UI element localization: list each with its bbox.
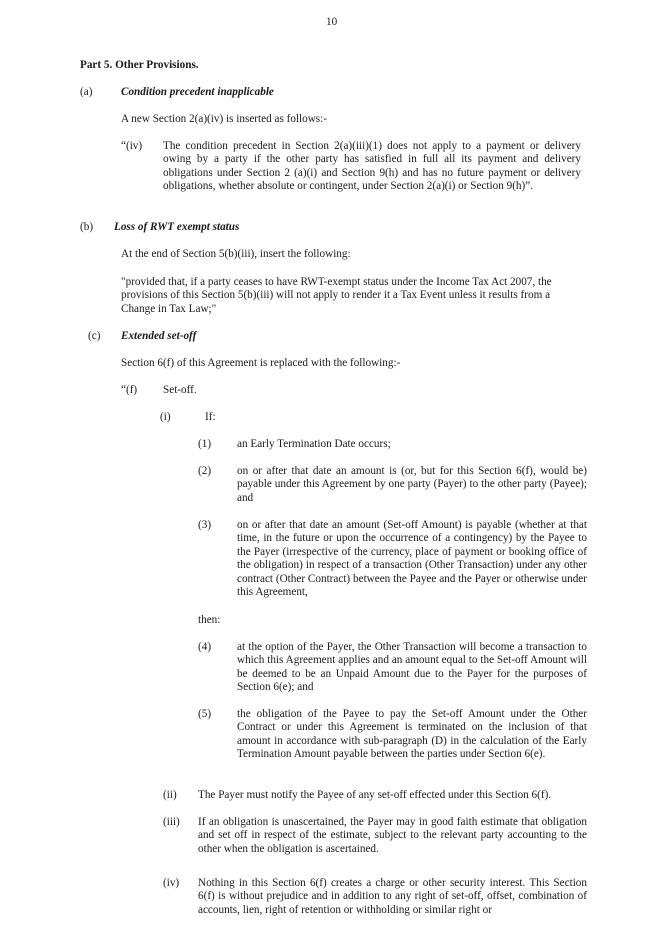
section-b-title: Loss of RWT exempt status bbox=[114, 221, 240, 233]
setoff-i-label: If: bbox=[205, 411, 216, 423]
page-number: 10 bbox=[326, 16, 338, 28]
item-2-marker: (2) bbox=[198, 465, 212, 477]
section-b-intro: At the end of Section 5(b)(iii), insert the following: bbox=[121, 248, 351, 260]
item-3-text: on or after that date an amount (Set-off Amount) is payable (whether at that time, in the future or upon the occurrence of a contingency) by the Payee to the Payer (irrespective of the currency, place of payment or booking office of the obligation) in respect of a transaction (Other Transaction) under any other contract (Other Contract) between the Payee and the Payer or otherwise under this Agreement, bbox=[237, 519, 587, 599]
section-c-intro: Section 6(f) of this Agreement is replaced with the following:- bbox=[121, 357, 401, 369]
setoff-i-marker: (i) bbox=[160, 411, 171, 423]
section-b-quote: "provided that, if a party ceases to have RWT-exempt status under the Income Tax Act 2007, the provisions of this Section 5(b)(iii) will not apply to render it a Tax Event unless it results from a Change in Tax Law;" bbox=[121, 276, 552, 315]
section-c-title: Extended set-off bbox=[121, 330, 197, 342]
item-5-marker: (5) bbox=[198, 708, 212, 720]
setoff-iv-marker: (iv) bbox=[163, 877, 180, 889]
setoff-iii-text: If an obligation is unascertained, the Payer may in good faith estimate that obligation and set off in respect of the estimate, subject to the relevant party accounting to the other when the obligation is ascertained. bbox=[198, 816, 587, 855]
item-1-marker: (1) bbox=[198, 438, 212, 450]
item-4-text: at the option of the Payer, the Other Transaction will become a transaction to which this Agreement applies and an amount equal to the Set-off Amount will be deemed to be an Unpaid Amount due to the Payer for the purposes of Section 6(e); and bbox=[237, 641, 587, 694]
setoff-ii-marker: (ii) bbox=[163, 789, 177, 801]
section-a-sub-text: The condition precedent in Section 2(a)(iii)(1) does not apply to a payment or delivery owing by a party if the other party has satisfied in full all its payment and delivery obligations under Section 2 (a)(i) and Section 9(h) and has no future payment or delivery obligations, whether absolute or contingent, under Section 2(a)(i) or Section 9(h)”. bbox=[163, 140, 581, 193]
section-b-marker: (b) bbox=[80, 221, 94, 233]
item-2-text: on or after that date an amount is (or, but for this Section 6(f), would be) payable under this Agreement by one party (Payer) to the other party (Payee); and bbox=[237, 465, 587, 504]
section-a-intro: A new Section 2(a)(iv) is inserted as follows:- bbox=[121, 113, 327, 125]
setoff-iii-marker: (iii) bbox=[163, 816, 180, 828]
item-1-text: an Early Termination Date occurs; bbox=[237, 438, 391, 450]
item-5-text: the obligation of the Payee to pay the Set-off Amount under the Other Contract or under this Agreement is terminated on the inclusion of that amount in accordance with sub-paragraph (D) in the calculation of the Early Termination Amount payable between the parties under Section 6(e). bbox=[237, 708, 587, 761]
section-a-title: Condition precedent inapplicable bbox=[121, 86, 274, 98]
section-c-marker: (c) bbox=[88, 330, 101, 342]
setoff-iv-text: Nothing in this Section 6(f) creates a charge or other security interest. This Section 6(f) is without prejudice and in addition to any right of set-off, offset, combination of accounts, lien, right of retention or withholding or similar right or bbox=[198, 877, 587, 916]
section-a-sub-marker: “(iv) bbox=[121, 140, 143, 152]
item-4-marker: (4) bbox=[198, 641, 212, 653]
setoff-f-label: Set-off. bbox=[163, 384, 197, 396]
item-3-marker: (3) bbox=[198, 519, 212, 531]
setoff-f-marker: “(f) bbox=[121, 384, 138, 396]
then-label: then: bbox=[198, 614, 221, 626]
section-a-marker: (a) bbox=[80, 86, 93, 98]
part-heading: Part 5. Other Provisions. bbox=[80, 59, 199, 71]
setoff-ii-text: The Payer must notify the Payee of any set-off effected under this Section 6(f). bbox=[198, 789, 552, 801]
